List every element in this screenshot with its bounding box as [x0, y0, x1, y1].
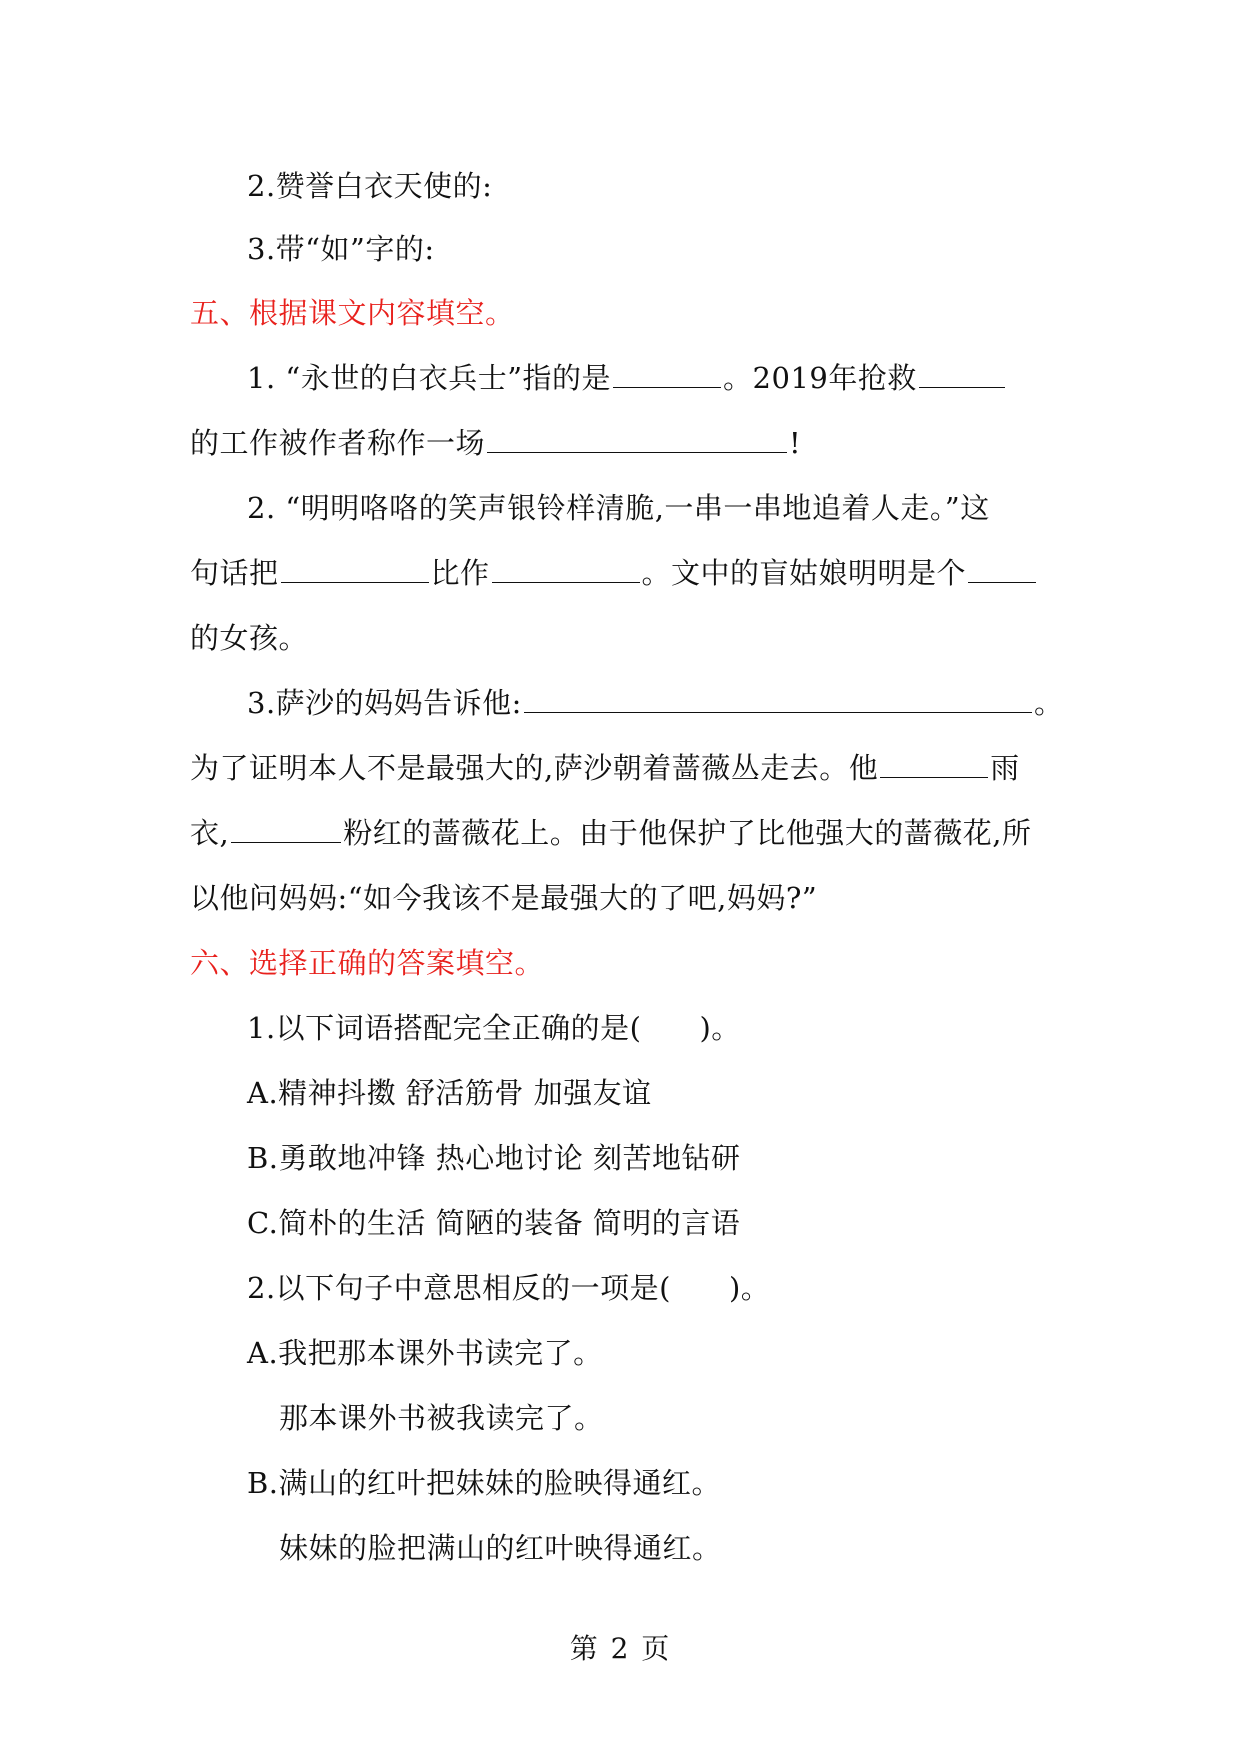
- q1-text-a: 1. “永世的白衣兵士”指的是: [247, 361, 612, 395]
- q2-text-c: 比作: [430, 556, 490, 590]
- q2-text-b: 句话把: [190, 556, 279, 590]
- section6-heading: 六、选择正确的答案填空。: [190, 946, 545, 980]
- section5-q2-line2: [190, 553, 1038, 593]
- answer-blank[interactable]: [613, 361, 721, 388]
- section6-q2-option-b-line2: 妹妹的脸把满山的红叶映得通红。: [279, 1531, 722, 1565]
- section6-q1-option-b: B.勇敢地冲锋 热心地讨论 刻苦地钻研: [247, 1141, 741, 1175]
- answer-blank[interactable]: [487, 426, 787, 453]
- section6-q1-option-c: C.简朴的生活 简陋的装备 简明的言语: [247, 1206, 741, 1240]
- section5-heading: 五、根据课文内容填空。: [190, 296, 515, 330]
- q1-text-b: 。2019年抢救: [723, 361, 917, 395]
- q3-text-c: 为了证明本人不是最强大的,萨沙朝着蔷薇丛走去。他: [190, 751, 879, 785]
- q2-text-d: 。文中的盲姑娘明明是个: [641, 556, 967, 590]
- section6-q2-option-b-line1: B.满山的红叶把妹妹的脸映得通红。: [247, 1466, 722, 1500]
- q3-text-e: 衣,: [190, 816, 230, 850]
- answer-blank[interactable]: [880, 751, 988, 778]
- section5-q1-line1: [247, 358, 1007, 398]
- answer-blank[interactable]: [281, 556, 429, 583]
- page-number: 第 2 页: [569, 1632, 672, 1665]
- answer-blank[interactable]: [231, 816, 341, 843]
- section5-q2-line1: 2. “明明咯咯的笑声银铃样清脆,一串一串地追着人走。”这: [247, 491, 990, 525]
- q3-text-b: 。: [1033, 686, 1064, 720]
- answer-blank[interactable]: [968, 556, 1036, 583]
- section6-q1-option-a: A.精神抖擞 舒活筋骨 加强友谊: [247, 1076, 652, 1110]
- section5-q3-line1: [247, 683, 1063, 723]
- answer-blank[interactable]: [492, 556, 640, 583]
- section6-q1: [247, 1008, 741, 1048]
- q1-text-d: !: [789, 426, 802, 460]
- q1-stem: 1.以下词语搭配完全正确的是(: [247, 1011, 642, 1045]
- section6-q2-option-a-line1: A.我把那本课外书读完了。: [247, 1336, 603, 1370]
- section5-q2-line3: 的女孩。: [190, 621, 309, 655]
- section6-q2-option-a-line2: 那本课外书被我读完了。: [279, 1401, 604, 1435]
- q1-stem-end: )。: [699, 1011, 741, 1045]
- section4-item-3: 3.带“如”字的:: [247, 232, 435, 266]
- answer-blank[interactable]: [919, 361, 1005, 388]
- answer-blank[interactable]: [524, 686, 1032, 713]
- q3-text-a: 3.萨沙的妈妈告诉他:: [247, 686, 522, 720]
- q1-text-c: 的工作被作者称作一场: [190, 426, 486, 460]
- q3-text-d: 雨: [990, 751, 1020, 785]
- section5-q3-line4: 以他问妈妈:“如今我该不是最强大的了吧,妈妈?”: [190, 881, 818, 915]
- q2-stem-end: )。: [728, 1271, 771, 1305]
- section6-q2: [247, 1268, 770, 1308]
- section4-item-2: 2.赞誉白衣天使的:: [247, 169, 493, 203]
- q2-stem: 2.以下句子中意思相反的一项是(: [247, 1271, 671, 1305]
- section5-q3-line2: [190, 748, 1020, 788]
- section5-q1-line2: [190, 423, 801, 463]
- section5-q3-line3: [190, 813, 1031, 853]
- q3-text-f: 粉红的蔷薇花上。由于他保护了比他强大的蔷薇花,所: [343, 816, 1032, 850]
